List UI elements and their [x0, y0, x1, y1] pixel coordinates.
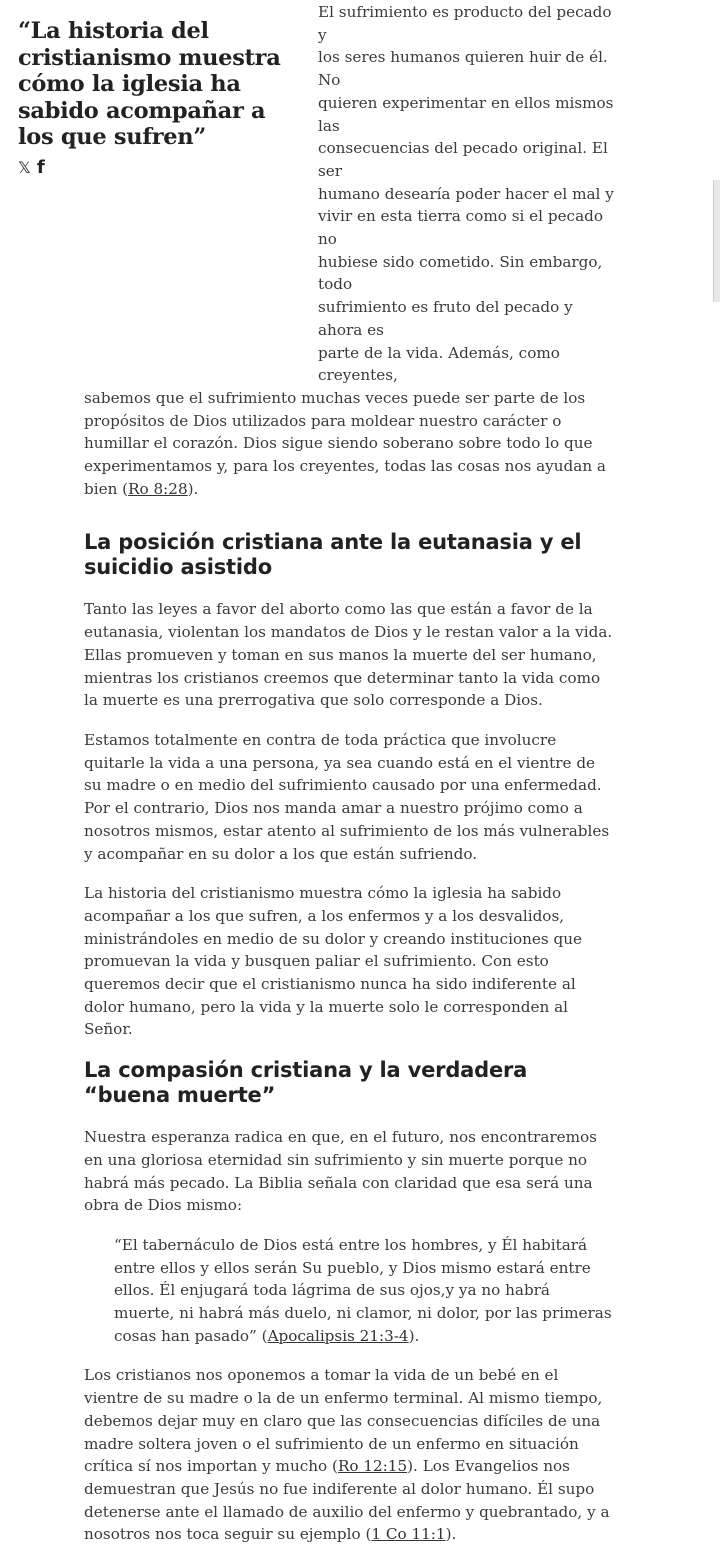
intro-rest: sabemos que el sufrimiento muchas veces puede ser parte de los propósitos de Dios utilizados para moldear nuestro carácter o humillar el corazón. Dios sigue siendo soberano sobre todo lo que experimentamos y, para los creyentes, todas las cosas nos ayudan a bien (: [84, 388, 606, 498]
intro-line: sufrimiento es fruto del pecado y ahora es: [318, 298, 573, 339]
intro-line: humano desearía poder hacer el mal y: [318, 184, 614, 203]
scrollbar[interactable]: [713, 180, 720, 302]
intro-line: vivir en esta tierra como si el pecado no: [318, 207, 603, 249]
paragraph: La historia del cristianismo muestra cómo la iglesia ha sabido acompañar a los que sufren, a los enfermos y a los desvalidos, ministrándoles en medio de su dolor y creando instituciones que promuevan la vida y busquen paliar el sufrimiento. Con esto queremos decir que el cristianismo nunca ha sido indiferente al dolor humano, pero la vida y la muerte solo le corresponden al Señor.: [84, 884, 583, 1039]
paragraph: Nuestra esperanza radica en que, en el futuro, nos encontraremos en una gloriosa eternidad sin sufrimiento y sin muerte porque no habrá más pecado. La Biblia señala con claridad que esa será una obra de Dios mismo:: [84, 1128, 597, 1215]
intro-line: consecuencias del pecado original. El ser: [318, 139, 608, 180]
paragraph-end: ).: [445, 1525, 457, 1544]
intro-line: quieren experimentar en ellos mismos las: [318, 93, 614, 135]
intro-line: hubiese sido cometido. Sin embargo, todo: [318, 252, 603, 294]
bible-ref-link[interactable]: Apocalipsis 21:3-4: [267, 1326, 409, 1345]
intro-line: parte de la vida. Además, como creyentes,: [318, 343, 560, 385]
intro-line: los seres humanos quieren huir de él. No: [318, 48, 608, 90]
section-heading: La posición cristiana ante la eutanasia y el suicidio asistido: [84, 530, 582, 580]
paragraph: [84, 1364, 614, 1546]
intro-end: ).: [187, 479, 199, 498]
bible-ref-link[interactable]: 1 Co 11:1: [371, 1525, 446, 1544]
paragraph: Estamos totalmente en contra de toda práctica que involucre quitarle la vida a una persona, ya sea cuando está en el vientre de su madre o en medio del sufrimiento causado por una enfermedad. Por el contrario, Dios nos manda amar a nuestro prójimo como a nosotros mismos, estar atento al sufrimiento de los más vulnerables y acompañar en su dolor a los que están sufriendo.: [84, 730, 610, 863]
paragraph-text: ). Los Evangelios nos demuestran que Jesús no fue indiferente al dolor humano. Él supo detenerse ante el llamado de auxilio del enfermo y quebrantado, y a nosotros nos toca seguir su ejemplo (: [84, 1457, 610, 1544]
quote-end: ).: [408, 1326, 420, 1345]
pull-quote-text: “La historia del cristianismo muestra cómo la iglesia ha sabido acompañar a los que sufren”: [18, 18, 281, 150]
article-body: [84, 0, 614, 1563]
intro-paragraph: [84, 1, 614, 500]
section-heading: La compasión cristiana y la verdadera “buena muerte”: [84, 1058, 528, 1108]
paragraph: Tanto las leyes a favor del aborto como las que están a favor de la eutanasia, violentan los mandatos de Dios y le restan valor a la vida. Ellas promueven y toman en sus manos la muerte del ser humano, mientras los cristianos creemos que determinar tanto la vida como la muerte es una prerrogativa que solo corresponde a Dios.: [84, 600, 613, 710]
intro-line: El sufrimiento es producto del pecado y: [318, 3, 612, 44]
quote-text: “El tabernáculo de Dios está entre los hombres, y Él habitará entre ellos y ellos serán Su pueblo, y Dios mismo estará entre ellos. Él enjugará toda lágrima de sus ojos,y ya no habrá muerte, ni habrá más duelo, ni clamor, ni dolor, por las primeras cosas han pasado” (: [114, 1235, 612, 1345]
x-share-icon[interactable]: 𝕏: [18, 157, 31, 177]
paragraph-text: Los cristianos nos oponemos a tomar la vida de un bebé en el vientre de su madre o la de un enfermo terminal. Al mismo tiempo, debemos dejar muy en claro que las consecuencias difíciles de una madre soltera joven o el sufrimiento de un enfermo en situación crítica sí nos importan y mucho (: [84, 1366, 603, 1476]
bible-ref-link[interactable]: Ro 8:28: [128, 479, 188, 498]
bible-ref-link[interactable]: Ro 12:15: [337, 1457, 408, 1476]
facebook-share-icon[interactable]: f: [36, 156, 45, 178]
scripture-quote: [114, 1234, 614, 1348]
